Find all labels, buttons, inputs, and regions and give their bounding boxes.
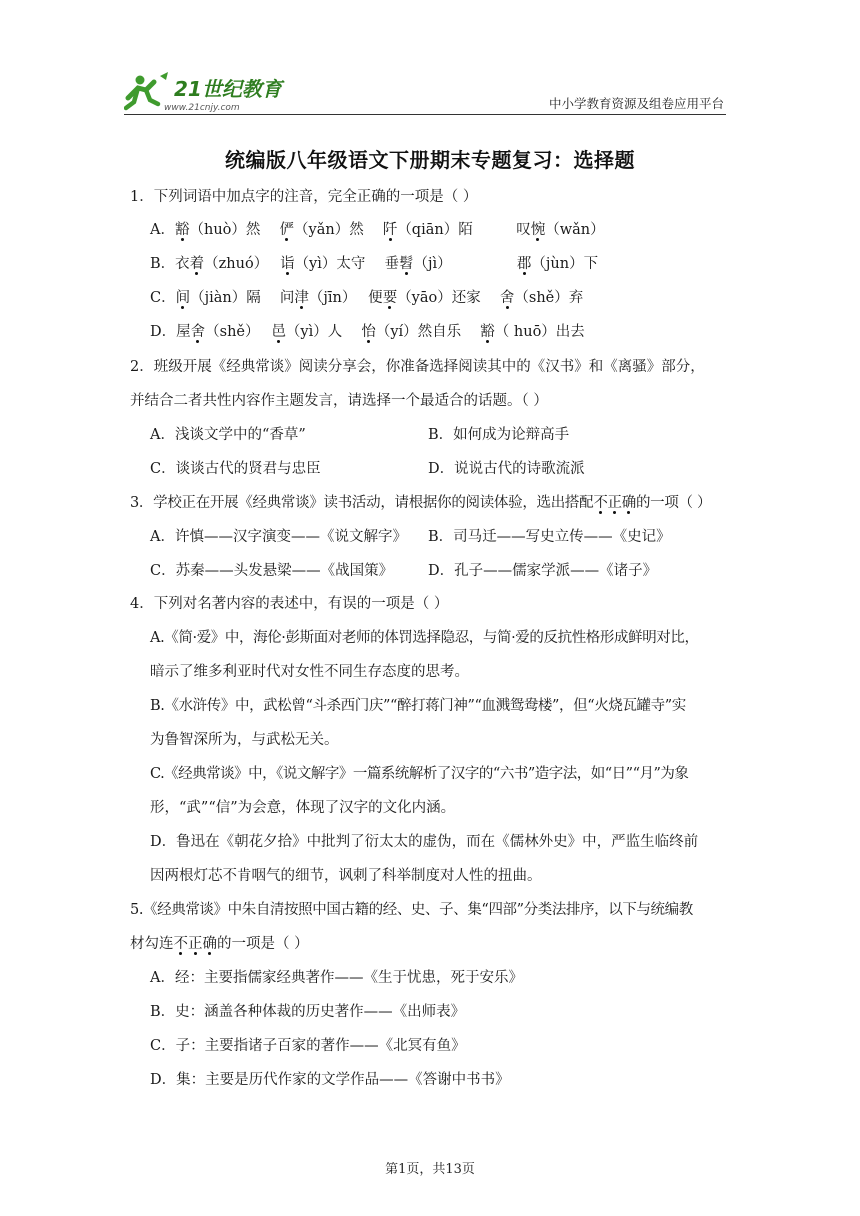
question-1-stem: 1．下列词语中加点字的注音，完全正确的一项是（ ） — [130, 189, 478, 205]
question-1-option-a: A．豁（huò）然 俨（yǎn）然 阡（qiān）陌 叹惋（wǎn） — [150, 222, 605, 238]
question-4-option-b-line-2: 为鲁智深所为，与武松无关。 — [150, 732, 339, 748]
question-2-option-c: C．谈谈古代的贤君与忠臣 — [150, 461, 321, 477]
platform-name: 中小学教育资源及组卷应用平台 — [548, 96, 724, 111]
question-5-option-d: D．集：主要是历代作家的文学作品——《答谢中书书》 — [150, 1072, 510, 1088]
question-5-stem-line-1: 5.《经典常谈》中朱自清按照中国古籍的经、史、子、集“四部”分类法排序，以下与统编教 — [130, 902, 693, 918]
question-1-option-d: D．屋舍（shě） 邑（yì）人 怡（yí）然自乐 豁（ huō）出去 — [150, 324, 585, 340]
header-rule — [124, 114, 726, 115]
question-4-option-c-line-2: 形，“武”“信”为会意，体现了汉字的文化内涵。 — [150, 800, 456, 816]
question-5-option-c: C．子：主要指诸子百家的著作——《北冥有鱼》 — [150, 1038, 466, 1054]
runner-icon — [126, 72, 168, 108]
question-4-option-c-line-1: C.《经典常谈》中，《说文解字》一篇系统解析了汉字的“六书”造字法，如“日”“月”为象 — [150, 766, 689, 782]
question-5-option-a: A．经：主要指儒家经典著作——《生于忧患，死于安乐》 — [150, 970, 523, 986]
question-4-option-a-line-2: 暗示了维多利亚时代对女性不同生存态度的思考。 — [150, 664, 469, 680]
question-1-option-b: B．衣着（zhuó） 诣（yì）太守 垂髫（jì） 郡（jùn）下 — [150, 256, 599, 272]
question-1-option-c: C．间（jiàn）隔 问津（jīn） 便要（yāo）还家 舍（shě）弃 — [150, 290, 584, 306]
logo-main-text: 21世纪教育 — [174, 77, 282, 101]
question-3-option-d: D．孔子——儒家学派——《诸子》 — [428, 563, 658, 579]
question-3-option-a: A．许慎——汉字演变——《说文解字》 — [150, 529, 407, 545]
question-2-stem-line-2: 并结合二者共性内容作主题发言，请选择一个最适合的话题。（ ） — [130, 393, 548, 409]
question-4-option-b-line-1: B.《水浒传》中，武松曾“斗杀西门庆”“醉打蒋门神”“血溅鸳鸯楼”，但“火烧瓦罐寺”实 — [150, 698, 686, 714]
page-footer: 第1页，共13页 — [385, 1162, 475, 1177]
question-4-option-a-line-1: A.《简·爱》中，海伦·彭斯面对老师的体罚选择隐忍，与简·爱的反抗性格形成鲜明对比， — [150, 630, 699, 646]
question-4-stem: 4．下列对名著内容的表述中，有误的一项是（ ） — [130, 596, 449, 612]
site-logo — [124, 68, 294, 114]
question-4-option-d-line-1: D．鲁迅在《朝花夕拾》中批判了衍太太的虚伪，而在《儒林外史》中，严监生临终前 — [150, 834, 699, 850]
logo-url-text: www.21cnjy.com — [164, 103, 240, 113]
question-2-option-a: A．浅谈文学中的“香草” — [150, 427, 306, 443]
question-3-option-b: B．司马迁——写史立传——《史记》 — [428, 529, 671, 545]
page-header — [124, 64, 726, 116]
question-4-option-d-line-2: 因两根灯芯不肯咽气的细节，讽刺了科举制度对人性的扭曲。 — [150, 868, 542, 884]
question-3-stem: 3．学校正在开展《经典常谈》读书活动，请根据你的阅读体验，选出搭配不正确的一项（ ） — [130, 495, 712, 511]
page-title: 统编版八年级语文下册期末专题复习：选择题 — [225, 148, 635, 172]
question-2-stem-line-1: 2．班级开展《经典常谈》阅读分享会，你准备选择阅读其中的《汉书》和《离骚》部分， — [130, 359, 705, 375]
question-5-stem-line-2: 材勾连不正确的一项是（ ） — [130, 936, 309, 952]
question-3-option-c: C．苏秦——头发悬梁——《战国策》 — [150, 563, 394, 579]
question-2-option-d: D．说说古代的诗歌流派 — [428, 461, 585, 477]
question-5-option-b: B．史：涵盖各种体裁的历史著作——《出师表》 — [150, 1004, 466, 1020]
question-2-option-b: B．如何成为论辩高手 — [428, 427, 570, 443]
